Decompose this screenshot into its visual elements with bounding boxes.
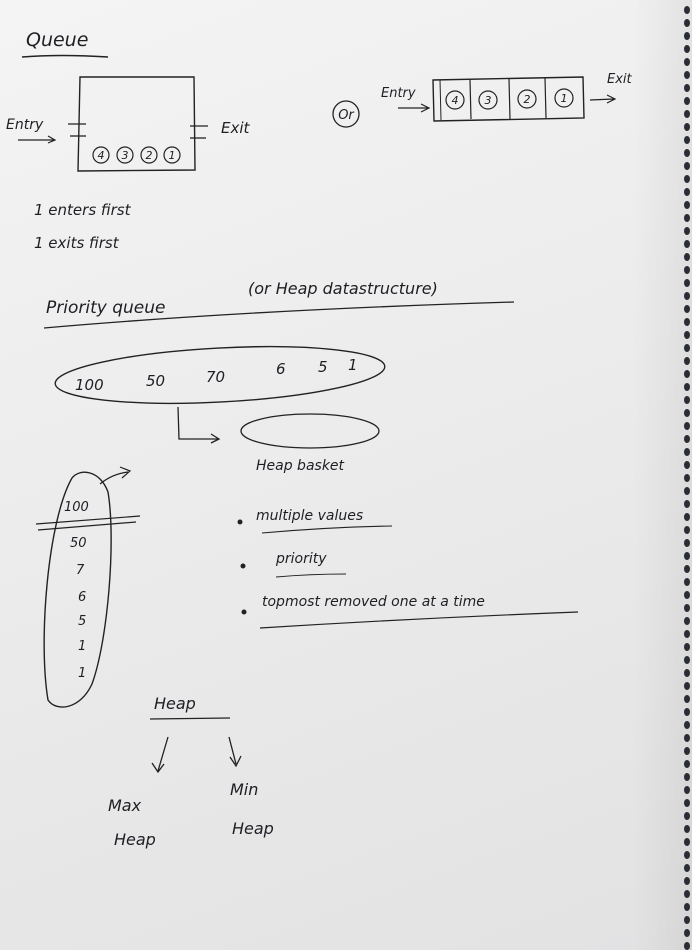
bullet-underline <box>260 612 578 628</box>
priority-value: 1 <box>348 356 358 374</box>
bullet-dot <box>241 564 246 569</box>
notes-bullets <box>238 508 579 628</box>
priority-value: 5 <box>318 358 328 376</box>
entry-arrow-icon <box>18 136 55 143</box>
bullet-dot <box>242 610 247 615</box>
heap-stack-item: 1 <box>78 666 87 681</box>
basket-arrow-icon <box>178 407 219 443</box>
queue-box <box>78 77 195 171</box>
queue-title-underline <box>22 56 108 58</box>
heap-basket-label: Heap basket <box>256 458 345 474</box>
queue-item: 3 <box>121 149 129 162</box>
heap-stack-item: 7 <box>76 563 85 578</box>
entry-arrow-2-icon <box>398 104 429 112</box>
or-label: Or <box>338 108 354 123</box>
heap-stack-item: 1 <box>78 639 87 654</box>
bullet-text: priority <box>276 551 327 567</box>
priority-queue-subtitle: (or Heap datastructure) <box>248 279 438 298</box>
queue-item: 2 <box>145 149 153 162</box>
priority-value: 6 <box>276 360 286 378</box>
heap-stack-item: 5 <box>78 614 87 629</box>
entry-label-2: Entry <box>381 86 416 101</box>
queue-item: 4 <box>97 149 105 162</box>
min-heap-label-line2: Heap <box>232 819 274 838</box>
bullet-underline <box>262 526 392 533</box>
min-heap-label-line1: Min <box>230 780 259 799</box>
bullet-dot <box>238 520 243 525</box>
bullet-text: topmost removed one at a time <box>262 594 485 610</box>
exit-arrow-2-icon <box>590 95 615 103</box>
priority-value: 50 <box>146 372 166 390</box>
bullet-text: multiple values <box>256 508 364 524</box>
bullet-underline <box>276 574 346 577</box>
queue-title: Queue <box>26 29 89 51</box>
heap-title-underline <box>150 718 230 719</box>
queue-item: 4 <box>451 94 459 107</box>
queue-item: 1 <box>168 149 176 162</box>
priority-queue-title: Priority queue <box>46 298 166 318</box>
priority-value: 70 <box>206 368 226 386</box>
heap-stack-item: 6 <box>78 590 87 605</box>
heap-stack-item: 50 <box>70 536 87 551</box>
queue-item: 3 <box>484 94 492 107</box>
max-heap-label-line1: Max <box>108 796 142 815</box>
priority-values <box>75 356 358 394</box>
heap-stack-divider <box>36 516 140 530</box>
queue-rule-2: 1 exits first <box>34 234 119 252</box>
queue-cell-divider <box>545 78 546 118</box>
queue-rule-1: 1 enters first <box>34 201 131 219</box>
entry-label: Entry <box>6 117 44 133</box>
queue-cell-divider <box>470 80 471 119</box>
exit-label: Exit <box>221 119 250 137</box>
queue-item: 1 <box>560 92 568 105</box>
heap-basket-ellipse <box>241 414 379 448</box>
queue-items <box>93 147 180 163</box>
priority-value: 100 <box>75 376 104 394</box>
queue-cell-divider <box>440 80 441 120</box>
exit-label-2: Exit <box>607 72 632 87</box>
heap-stack-item: 100 <box>64 500 89 515</box>
min-heap-arrow-icon <box>229 737 241 766</box>
heap-stack-arrow-icon <box>100 467 130 484</box>
queue-item: 2 <box>523 93 531 106</box>
max-heap-arrow-icon <box>152 737 168 772</box>
max-heap-label-line2: Heap <box>114 830 156 849</box>
queue-cell-divider <box>509 79 510 119</box>
heap-title: Heap <box>154 694 196 713</box>
